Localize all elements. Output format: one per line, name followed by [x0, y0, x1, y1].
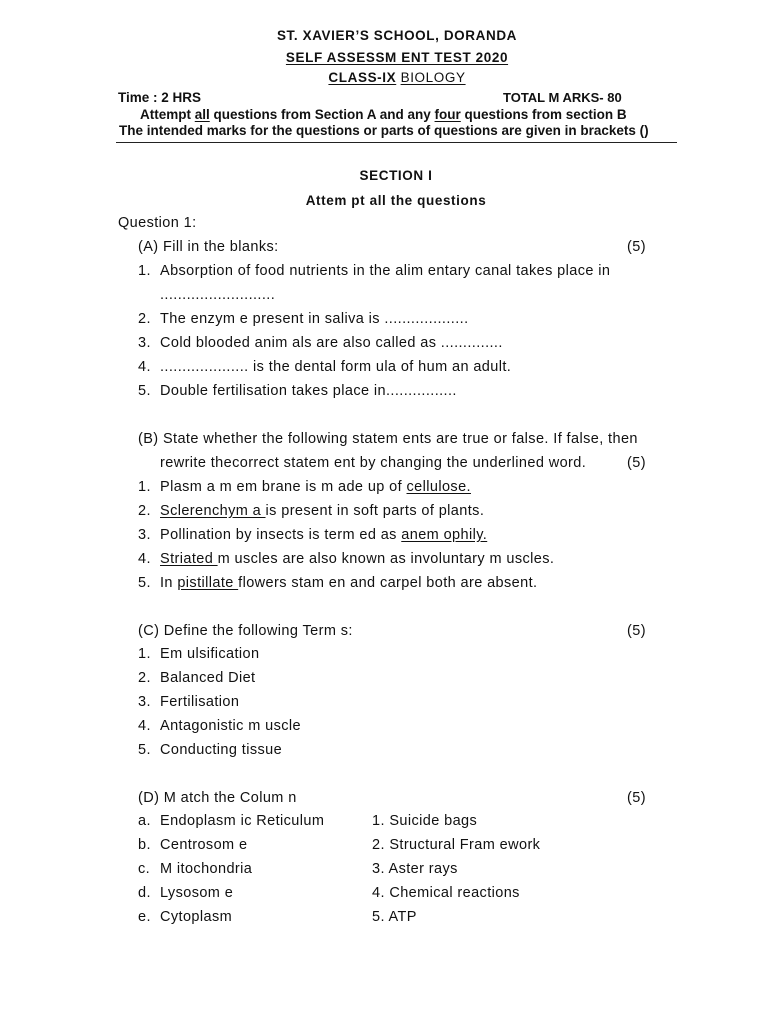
part-b-title-continued: rewrite thecorrect statem ent by changing the underlined word.	[160, 455, 587, 471]
test-title: SELF ASSESSM ENT TEST 2020	[285, 50, 509, 65]
part-d-marks: (5)	[627, 790, 646, 806]
list-item: 5. In pistillate flowers stam en and carpel both are absent.	[138, 575, 538, 591]
total-marks: TOTAL M ARKS- 80	[503, 90, 622, 105]
school-name: ST. XAVIER’S SCHOOL, DORANDA	[276, 28, 518, 43]
list-item-continuation: ..........................	[160, 287, 276, 303]
match-left-item: c. M itochondria	[138, 861, 253, 877]
part-b-marks: (5)	[627, 455, 646, 471]
list-item: 4. .................... is the dental form ula of hum an adult.	[138, 359, 512, 375]
match-left-item: a. Endoplasm ic Reticulum	[138, 813, 325, 829]
list-item: 3. Fertilisation	[138, 694, 240, 710]
list-item: 2. The enzym e present in saliva is ...................	[138, 311, 469, 327]
list-item: 3. Cold blooded anim als are also called as ..............	[138, 335, 503, 351]
list-item: 3. Pollination by insects is term ed as anem ophily.	[138, 527, 488, 543]
part-a-title: (A) Fill in the blanks:	[138, 239, 279, 255]
header-divider	[116, 142, 677, 143]
part-d-title: (D) M atch the Colum n	[138, 790, 297, 806]
class-subject: CLASS-IX BIOLOGY	[328, 70, 466, 85]
match-right-item: 3. Aster rays	[372, 861, 458, 877]
part-c-marks: (5)	[627, 623, 646, 639]
section-title: SECTION I	[359, 168, 433, 183]
match-right-item: 5. ATP	[372, 909, 417, 925]
part-c-title: (C) Define the following Term s:	[138, 623, 353, 639]
list-item: 5. Double fertilisation takes place in................	[138, 383, 457, 399]
list-item: 4. Antagonistic m uscle	[138, 718, 301, 734]
question-1-label: Question 1:	[118, 215, 197, 231]
part-b-title: (B) State whether the following statem ents are true or false. If false, then	[138, 431, 638, 447]
instruction-line-1: Attempt all questions from Section A and any four questions from section B	[140, 107, 627, 122]
list-item: 4. Striated m uscles are also known as involuntary m uscles.	[138, 551, 555, 567]
list-item: 5. Conducting tissue	[138, 742, 283, 758]
match-right-item: 1. Suicide bags	[372, 813, 478, 829]
match-left-item: b. Centrosom e	[138, 837, 248, 853]
match-left-item: d. Lysosom e	[138, 885, 234, 901]
list-item: 1. Em ulsification	[138, 646, 260, 662]
part-a-marks: (5)	[627, 239, 646, 255]
time-label: Time : 2 HRS	[118, 90, 202, 105]
match-right-item: 4. Chemical reactions	[372, 885, 520, 901]
section-subtitle: Attem pt all the questions	[305, 193, 487, 208]
list-item: 2. Sclerenchym a is present in soft parts of plants.	[138, 503, 485, 519]
list-item: 1. Absorption of food nutrients in the alim entary canal takes place in	[138, 263, 611, 279]
list-item: 2. Balanced Diet	[138, 670, 256, 686]
match-right-item: 2. Structural Fram ework	[372, 837, 541, 853]
list-item: 1. Plasm a m em brane is m ade up of cellulose.	[138, 479, 471, 495]
match-left-item: e. Cytoplasm	[138, 909, 233, 925]
instruction-line-2: The intended marks for the questions or parts of questions are given in brackets ()	[119, 123, 649, 138]
